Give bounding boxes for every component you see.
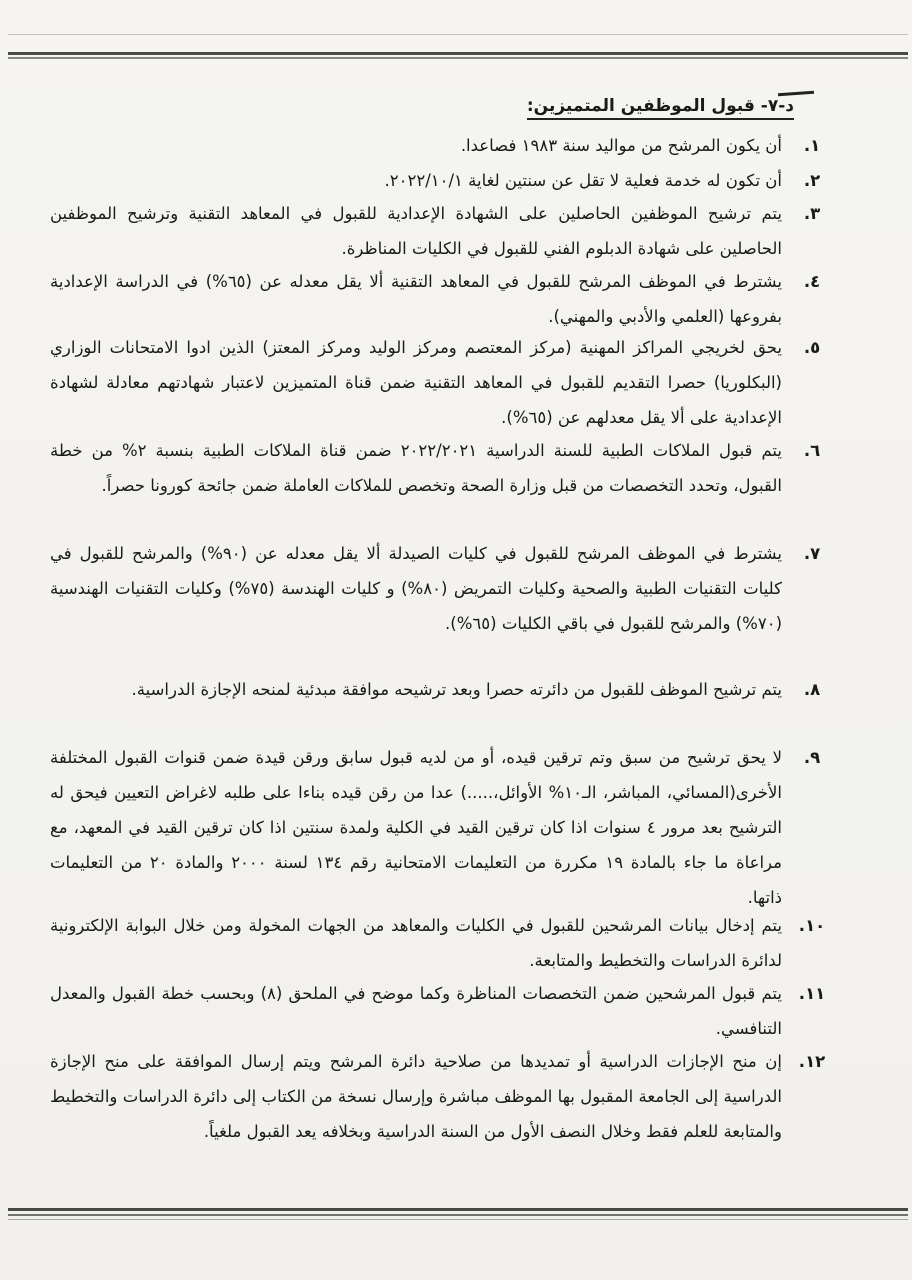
list-item xyxy=(50,264,821,334)
item-number: ٧. xyxy=(803,544,821,563)
item-number: ٢. xyxy=(803,171,821,190)
list-item xyxy=(50,1044,826,1149)
item-text: يتم قبول المرشحين ضمن التخصصات المناظرة وكما موضح في الملحق (٨) وبحسب خطة القبول والمعدل التنافسي. xyxy=(50,984,782,1038)
item-number: ٤. xyxy=(803,272,821,291)
item-number: ٨. xyxy=(803,680,821,699)
item-text: يتم إدخال بيانات المرشحين للقبول في الكليات والمعاهد من الجهات المخولة ومن خلال البوابة الإلكترونية لدائرة الدراسات والتخطيط والمتابعة. xyxy=(50,916,782,970)
item-text: أن تكون له خدمة فعلية لا تقل عن سنتين لغاية ٢٠٢٢/١٠/١. xyxy=(384,171,782,190)
item-text: يشترط في الموظف المرشح للقبول في كليات الصيدلة ألا يقل معدله عن (٩٠%) والمرشح للقبول في كليات التقنيات الطبية والصحية وكليات التمريض (٨٠%) و كليات الهندسة (٧٥%) وكليات التقنيات الهندسية (٧٠%) والمرشح للقبول في باقي الكليات (٦٥%). xyxy=(50,544,782,633)
item-number: ١٢. xyxy=(798,1052,826,1071)
list-item xyxy=(50,163,821,198)
list-item xyxy=(50,908,826,978)
section-heading: د-٧- قبول الموظفين المتميزين: xyxy=(527,96,794,120)
item-text: يحق لخريجي المراكز المهنية (مركز المعتصم ومركز الوليد ومركز المعتز) الذين ادوا الامتحانات الوزاري (البكلوريا) حصرا التقديم للقبول في المعاهد التقنية ضمن قناة المتميزين لاعتبار شهادتهم معادلة لشهادة الإعدادية على ألا يقل معدلهم عن (٦٥%). xyxy=(50,338,782,427)
item-text: أن يكون المرشح من مواليد سنة ١٩٨٣ فصاعدا. xyxy=(460,136,782,155)
item-number: ٥. xyxy=(803,338,821,357)
list-item xyxy=(50,672,821,707)
item-text: إن منح الإجازات الدراسية أو تمديدها من صلاحية دائرة المرشح ويتم إرسال الموافقة على منح الإجازة الدراسية إلى الجامعة المقبول بها الموظف مباشرة وإرسال نسخة من الكتاب إلى دائرة الدراسات والتخطيط والمتابعة للعلم فقط وخلال النصف الأول من السنة الدراسية وبخلافه يعد القبول ملغياً. xyxy=(50,1052,782,1141)
item-text: يتم قبول الملاكات الطبية للسنة الدراسية ٢٠٢٢/٢٠٢١ ضمن قناة الملاكات الطبية بنسبة ٢% من خطة القبول، وتحدد التخصصات من قبل وزارة الصحة وتخصص للملاكات العاملة ضمن جائحة كورونا حصراً. xyxy=(50,441,782,495)
bottom-border-rule xyxy=(8,1208,908,1222)
item-text: يشترط في الموظف المرشح للقبول في المعاهد التقنية ألا يقل معدله عن (٦٥%) في الدراسة الإعدادية بفروعها (العلمي والأدبي والمهني). xyxy=(50,272,782,326)
item-text: لا يحق ترشيح من سبق وتم ترقين قيده، أو من لديه قبول سابق ورقن قيدة ضمن قنوات القبول المختلفة الأخرى(المسائي، المباشر، الـ١٠% الأوائل،.....) عدا من رقن قيده بناءا على طلبه لاغراض التعيين فيحق له الترشيح بعد مرور ٤ سنوات اذا كان ترقين القيد في الكلية ولمدة سنتين اذا كان ترقين القيد في المعهد، مع مراعاة ما جاء بالمادة ١٩ مكررة من التعليمات الامتحانية رقم ١٣٤ لسنة ٢٠٠٠ والمادة ٢٠ من التعليمات ذاتها. xyxy=(50,748,782,907)
item-number: ١١. xyxy=(798,984,826,1003)
list-item xyxy=(50,976,826,1046)
list-item xyxy=(50,740,821,915)
top-border-rule xyxy=(8,50,908,62)
list-item xyxy=(50,536,821,641)
item-text: يتم ترشيح الموظف للقبول من دائرته حصرا وبعد ترشيحه موافقة مبدئية لمنحه الإجازة الدراسية. xyxy=(131,680,782,699)
list-item xyxy=(50,330,821,435)
item-number: ٣. xyxy=(803,204,821,223)
item-number: ١. xyxy=(803,136,821,155)
item-number: ٦. xyxy=(803,441,821,460)
item-number: ٩. xyxy=(803,748,821,767)
list-item xyxy=(50,196,821,266)
list-item xyxy=(50,128,821,163)
item-number: ١٠. xyxy=(798,916,826,935)
item-text: يتم ترشيح الموظفين الحاصلين على الشهادة الإعدادية للقبول في المعاهد التقنية وترشيح الموظفين الحاصلين على شهادة الدبلوم الفني للقبول في الكليات المناظرة. xyxy=(50,204,782,258)
list-item xyxy=(50,433,821,503)
